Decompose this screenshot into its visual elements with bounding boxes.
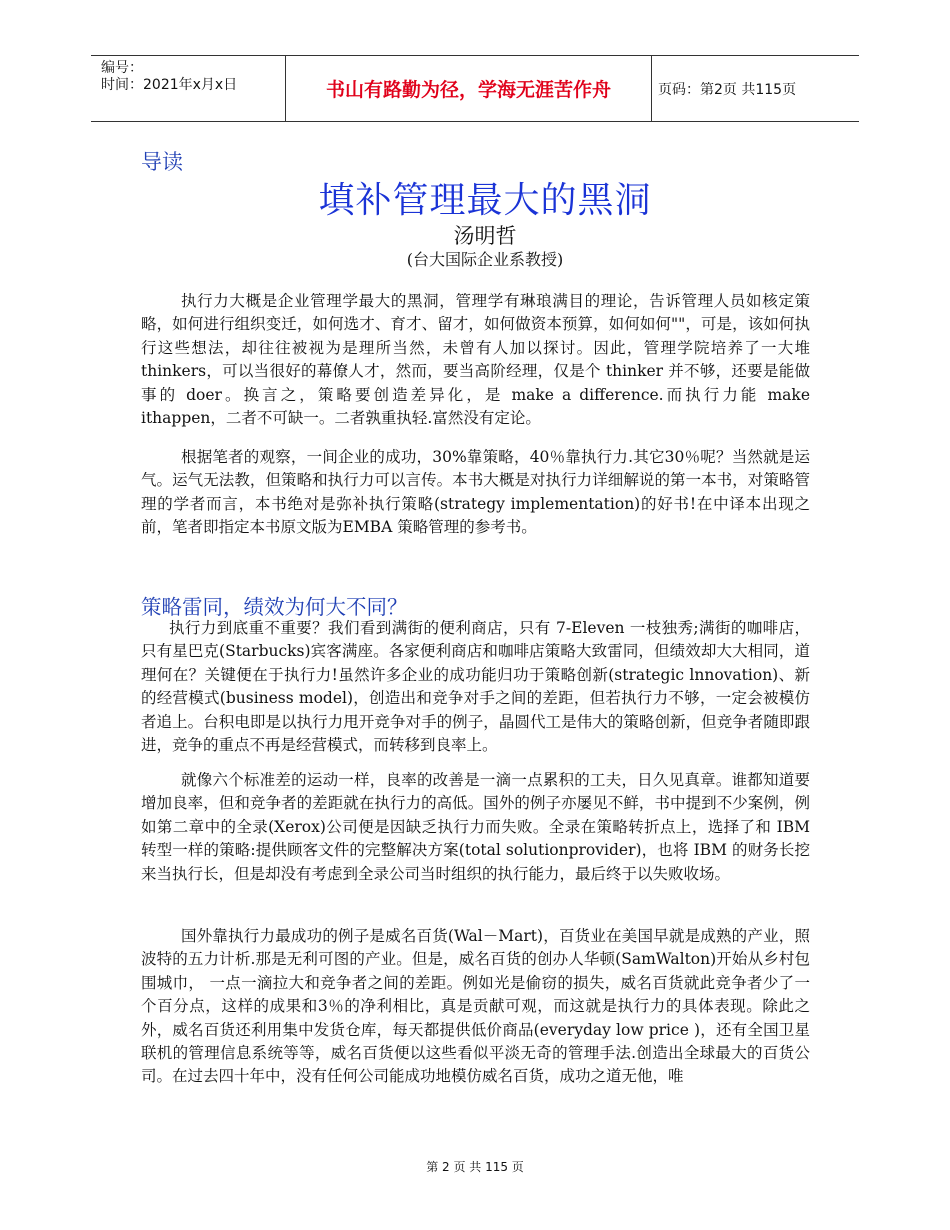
- paragraph: 执行力大概是企业管理学最大的黑洞，管理学有琳琅满目的理论，告诉管理人员如核定策略，如何进行组织变迁，如何选才、育才、留才，如何做资本预算，如何如何""，可是，该如何执行这些想法，却往往被视为是理所当然，未曾有人加以探讨。因此，管理学院培养了一大堆 thinkers，可以当很好的幕僚人才，然而，要当高阶经理，仅是个 thinker 并不够，还要是能做事的 doer。换言之，策略要创造差异化，是 make a difference.而执行力能 make ithappen，二者不可缺一。二者孰重执轻.富然没有定论。: [141, 292, 810, 428]
- author-name: 汤明哲: [453, 224, 517, 248]
- author-affiliation: (台大国际企业系教授): [406, 250, 564, 269]
- paragraph: 就像六个标准差的运动一样，良率的改善是一滴一点累积的工夫，日久见真章。谁都知道要增加良率，但和竞争者的差距就在执行力的高低。国外的例子亦屡见不鲜，书中提到不少案例，例如第二章中的全录(Xerox)公司便是因缺乏执行力而失败。全录在策略转折点上，选择了和 IBM 转型一样的策略:提供顾客文件的完整解决方案(total solutionprovider)，也将 IBM 的财务长挖来当执行长，但是却没有考虑到全录公司当时组织的执行能力，最后终于以失败收场。: [141, 771, 810, 883]
- paragraph: 执行力到底重不重要？我们看到满街的便利商店，只有 7-Eleven 一枝独秀;满街的咖啡店，只有星巴克(Starbucks)宾客满座。各家便利商店和咖啡店策略大致雷同，但绩效却大大相同，道理何在？关键便在于执行力!虽然许多企业的成功能归功于策略创新(strategic lnnovation)、新的经营模式(business model)，创造出和竞争对手之间的差距，但若执行力不够，一定会被模仿者追上。台积电即是以执行力甩开竞争对手的例子，晶圆代工是伟大的策略创新，但竞争者随即跟进，竞争的重点不再是经营模式，而转移到良率上。: [141, 619, 810, 755]
- header-page-info: 页码：第2页 共115页: [658, 81, 797, 98]
- page-title: 填补管理最大的黑洞: [318, 180, 652, 221]
- paragraph: 国外靠执行力最成功的例子是威名百货(Wal－Mart)，百货业在美国早就是成熟的产业，照波特的五力计析.那是无利可图的产业。但是，威名百货的创办人华顿(SamWalton)开始从乡村包围城巾， 一点一滴拉大和竞争者之间的差距。例如光是偷窃的损失，威名百货就此竞争者少了一个百分点，这样的成果和3％的净利相比，真是贡献可观，而这就是执行力的具体表现。除此之外，威名百货还利用集中发货仓库，每天都提供低价商品(everyday low price )，还有全国卫星联机的管理信息系统等等，威名百货便以这些看似平淡无奇的管理手法.创造出全球最大的百货公司。在过去四十年中，没有任何公司能成功地模仿威名百货，成功之道无他，唯: [141, 927, 810, 1086]
- header-table: [91, 55, 859, 122]
- header-divider: [651, 56, 652, 121]
- section-title: 策略雷同，绩效为何大不同？: [141, 595, 408, 619]
- header-motto: 书山有路勤为径，学海无涯苦作舟: [325, 79, 611, 101]
- paragraph: 根据笔者的观察，一间企业的成功，30%靠策略，40％靠执行力.其它30％呢？当然就是运气。运气无法教，但策略和执行力可以言传。本书大概是对执行力详细解说的第一本书，对策略管理的学者而言，本书绝对是弥补执行策略(strategy implementation)的好书!在中译本出现之前，笔者即指定本书原文版为EMBA 策略管理的参考书。: [141, 448, 810, 537]
- number-label: 编号：: [101, 60, 143, 76]
- page-footer: 第 2 页 共 115 页: [426, 1160, 524, 1174]
- intro-label: 导读: [141, 150, 183, 174]
- time-label: 时间：2021年x月x日: [101, 77, 238, 93]
- header-meta: [101, 60, 281, 94]
